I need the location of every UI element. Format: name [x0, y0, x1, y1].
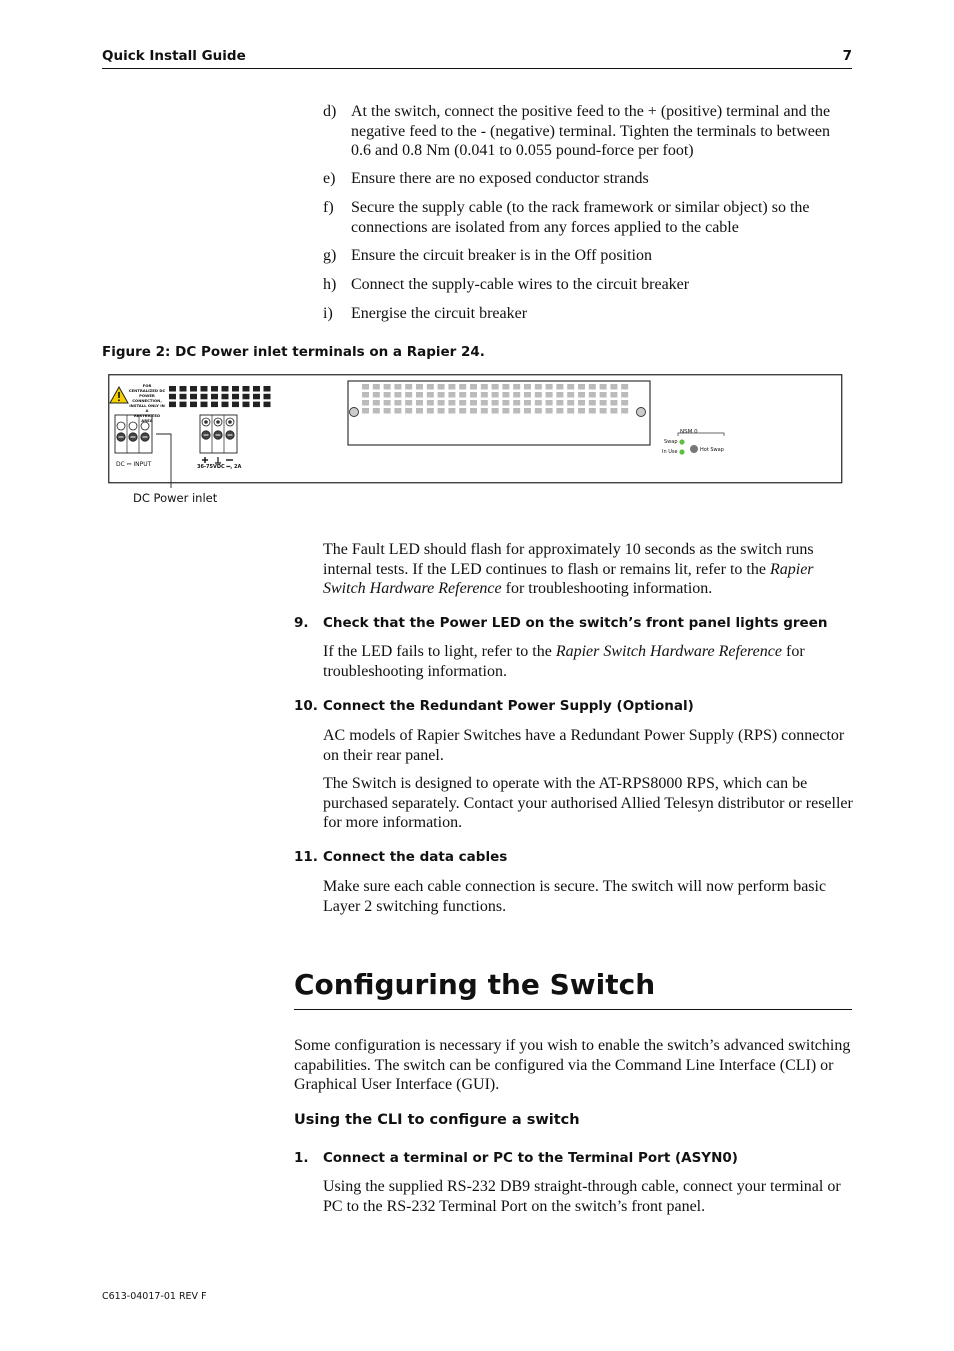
step-number: 10. — [294, 698, 318, 714]
warning-line: POWER CONNECTION, — [132, 393, 162, 403]
step-number: 9. — [294, 615, 309, 631]
terminal-screws-right — [202, 418, 234, 439]
step-number: 11. — [294, 849, 318, 865]
step-title: Connect the data cables — [323, 849, 508, 865]
step-10-paragraph-2: The Switch is designed to operate with the AT-RPS8000 RPS, which can be purchased separately. Contact your authorised Allied Telesyn distributor or reseller for more information. — [323, 775, 853, 831]
swap-led — [679, 439, 684, 444]
in-use-led — [679, 449, 684, 454]
step-h — [323, 275, 853, 295]
thumbscrew-left — [350, 408, 359, 417]
terminal-screws-left — [117, 422, 149, 441]
step-9-paragraph — [323, 642, 853, 681]
step-label: h) — [323, 276, 337, 293]
step-text: Ensure the circuit breaker is in the Off position — [351, 247, 652, 264]
step-label: e) — [323, 170, 336, 187]
header-rule — [102, 68, 852, 69]
step-d — [323, 102, 853, 161]
step-g — [323, 246, 853, 266]
section-title: Configuring the Switch — [294, 968, 656, 1001]
dc-power-diagram — [108, 374, 844, 514]
warning-mark-dot — [118, 400, 120, 402]
step-label: g) — [323, 247, 337, 264]
step-text: Ensure there are no exposed conductor strands — [351, 170, 649, 187]
text-run: for troubleshooting information. — [323, 643, 805, 680]
config-intro: Some configuration is necessary if you wish to enable the switch’s advanced switching capabilities. The switch can be configured via the Command Line Interface (CLI) or Graphical User Interface (GUI). — [294, 1037, 851, 1093]
step-10-paragraph-1: AC models of Rapier Switches have a Redundant Power Supply (RPS) connector on their rear panel. — [323, 727, 845, 764]
step-i — [323, 304, 853, 324]
fault-led-paragraph — [323, 540, 853, 599]
cli-step-1-paragraph: Using the supplied RS-232 DB9 straight-through cable, connect your terminal or PC to the RS-232 Terminal Port on the switch’s front panel. — [323, 1178, 841, 1215]
text-run: The Fault LED should flash for approximately 10 seconds as the switch runs internal tests. If the LED continues to flash or remains lit, refer to the — [323, 541, 814, 578]
step-text: Secure the supply cable (to the rack framework or similar object) so the connections are isolated from any forces applied to the cable — [351, 199, 810, 236]
header-title: Quick Install Guide — [102, 48, 246, 64]
hot-swap-label: Hot Swap — [700, 447, 724, 453]
step-text: Connect the supply-cable wires to the circuit breaker — [351, 276, 690, 293]
swap-label: Swap — [664, 439, 678, 445]
step-11-paragraph: Make sure each cable connection is secure. The switch will now perform basic Layer 2 switching functions. — [323, 878, 827, 915]
step-title: Check that the Power LED on the switch’s front panel lights green — [323, 615, 828, 631]
figure-caption: Figure 2: DC Power inlet terminals on a Rapier 24. — [102, 344, 485, 360]
thumbscrew-right — [637, 408, 646, 417]
section-rule — [294, 1009, 852, 1010]
in-use-label: In Use — [662, 449, 678, 455]
voltage-label: 36-75VDC ⎓, 2A — [197, 464, 242, 470]
text-run: If the LED fails to light, refer to the — [323, 643, 556, 660]
manual-title: Rapier Switch Hardware Reference — [555, 643, 782, 660]
step-10-heading — [294, 698, 694, 714]
hot-swap-button — [690, 445, 698, 453]
dc-input-label: DC ⎓ INPUT — [116, 461, 152, 468]
step-label: i) — [323, 305, 333, 322]
vent-grid-mid — [362, 384, 628, 414]
subsection-title: Using the CLI to configure a switch — [294, 1112, 580, 1128]
step-title: Connect a terminal or PC to the Terminal Port (ASYN0) — [323, 1150, 738, 1166]
warning-mark — [118, 392, 120, 398]
step-title: Connect the Redundant Power Supply (Optional) — [323, 698, 694, 714]
cli-step-1-heading — [294, 1150, 738, 1166]
warning-line: INSTALL ONLY IN A — [129, 403, 165, 413]
manual-title: Rapier Switch Hardware Reference — [323, 560, 814, 597]
text-run: for troubleshooting information. — [501, 580, 713, 597]
step-9-heading — [294, 615, 827, 631]
step-11-heading — [294, 849, 507, 865]
warning-text — [128, 383, 166, 423]
warning-line: RESTRICTED AREA — [133, 413, 161, 423]
step-text: Energise the circuit breaker — [351, 305, 528, 322]
callout-leader — [156, 434, 171, 488]
step-text: At the switch, connect the positive feed to the + (positive) terminal and the negative feed to the - (negative) terminal. Tighten the terminals to between 0.6 and 0.8 Nm (0.041 to 0.055 pound-force per foot) — [351, 103, 831, 159]
step-label: d) — [323, 103, 337, 120]
warning-line: FOR CENTRALIZED DC — [128, 383, 166, 393]
step-e — [323, 169, 853, 189]
vent-grid-left — [169, 386, 271, 407]
figure-callout: DC Power inlet — [133, 491, 218, 505]
step-number: 1. — [294, 1150, 309, 1166]
page-number: 7 — [842, 48, 852, 64]
step-f — [323, 198, 853, 237]
step-label: f) — [323, 199, 334, 216]
nsm-label: NSM 0 — [680, 429, 698, 435]
doc-code: C613-04017-01 REV F — [102, 1291, 207, 1302]
